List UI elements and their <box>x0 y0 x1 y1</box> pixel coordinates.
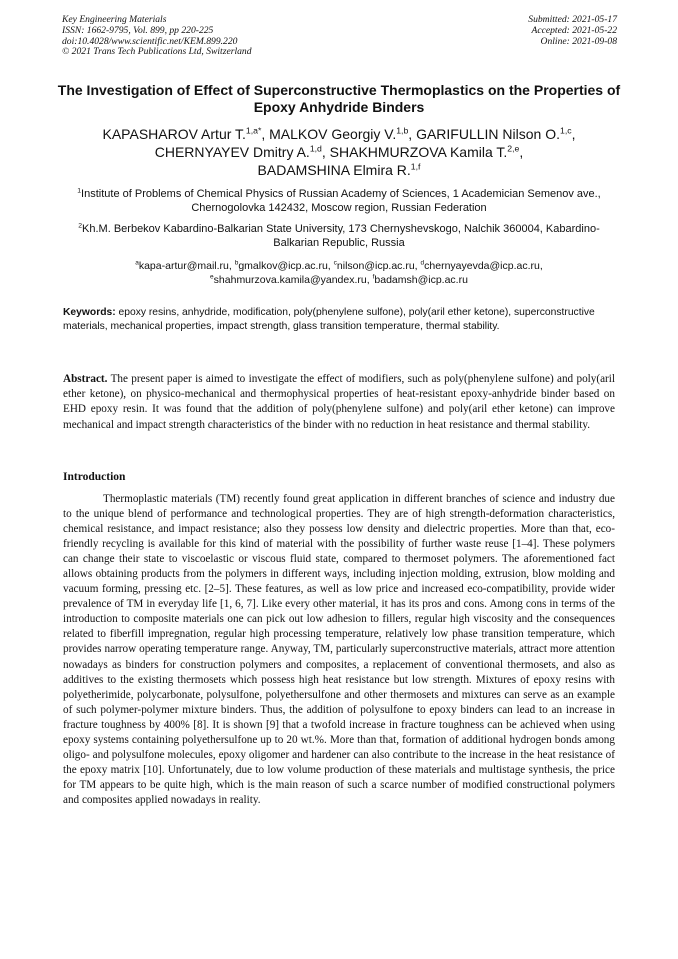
journal-doi: doi:10.4028/www.scientific.net/KEM.899.220 <box>62 35 238 47</box>
email[interactable]: $^c$nilson@icp.ac.ru <box>333 259 415 272</box>
date-online: Online: 2021-09-08 <box>540 35 617 47</box>
affiliation-1: $^1$Institute of Problems of Chemical Physics of Russian Academy of Sciences, 1 Academician Semenov ave., Chernogolovka 142432, Moscow region, Russian Federation <box>77 187 601 214</box>
author: SHAKHMURZOVA Kamila T.$^{2,e}$ <box>329 143 520 160</box>
affiliation-2: $^2$Kh.M. Berbekov Kabardino-Balkarian State University, 173 Chernyshevskogo, Nalchik 360004, Kabardino-Balkarian Republic, Russia <box>78 222 600 249</box>
author-emails: $^a$kapa-artur@mail.ru, $^b$gmalkov@icp.ac.ru, $^c$nilson@icp.ac.ru, $^d$chernyayevda@icp.ac.ru, $^e$shahmurzova.kamila@yandex.ru, $^f$badamsh@icp.ac.ru <box>135 259 543 286</box>
section-heading-introduction: Introduction <box>63 471 126 483</box>
author: BADAMSHINA Elmira R.$^{1,f}$ <box>257 161 421 178</box>
email[interactable]: $^b$gmalkov@icp.ac.ru <box>234 259 328 272</box>
abstract-label: Abstract. <box>63 373 108 385</box>
abstract <box>63 372 615 433</box>
author: CHERNYAYEV Dmitry A.$^{1,d}$ <box>154 143 322 160</box>
email[interactable]: $^a$kapa-artur@mail.ru <box>135 259 229 272</box>
keywords-text: epoxy resins, anhydride, modification, poly(phenylene sulfone), poly(aril ether ketone), superconstructive materials, mechanical properties, impact strength, glass transition temperature, thermal stability. <box>63 307 595 332</box>
author: KAPASHAROV Artur T.$^{1,a*}$ <box>102 125 262 142</box>
journal-issn: ISSN: 1662-9795, Vol. 899, pp 220-225 <box>62 24 214 36</box>
journal-info <box>62 15 252 58</box>
introduction-paragraph: Thermoplastic materials (TM) recently found great application in different branches of science and industry due to the unique blend of performance and technological properties. They are of high strength-deformation characteristics, chemical resistance, and impact resistance; also they possess low density and dielectric properties. More than that, eco-friendly recycling is available for this kind of material with the possibility of further waste reuse [1–4]. These polymers can change their state to viscoelastic or viscous fluid state, compared to thermoset polymers. The aforementioned fact allows obtaining products from the polymers in different ways, including injection molding, extrusion, blow molding and vacuum forming, pressing etc. [2–5]. These features, as well as low price and increased eco-compatibility, provide wider prevalence of TM in everyday life [1, 6, 7]. Like every other material, it has its pros and cons. Among cons in terms of the introduction to composite materials one can pick out low adhesion to fillers, regular high viscosity and the consequences related to fiberfill impregnation, regular high processing temperature, relatively low phase transition temperature, which provides narrow operating temperature range. Anyway, TM, particularly superconstructive materials, attract more attention nowadays as binders for construction polymers and composites, a replacement of conventional thermosets, and also as additives to the existing thermosets which possess high heat resistance but low strength. Mixtures of epoxy resins with polyetherimide, polycarbonate, polysulfone, polyethersulfone and other thermosets and mixtures can serve as an example of such polymer-polymer mixture binders. Thus, the addition of polysulfone to epoxy binders can lead to an increase in fracture toughness by 400% [8]. It is shown [9] that a twofold increase in fracture toughness can be achieved when using epoxy systems containing polyethersulfone up to 20 wt.%. More than that, formation of additional hydrogen bonds among oligo- and polysulfone molecules, epoxy oligomer and hardener can also contribute to the increase in the heat resistance of the epoxy matrix [10]. Unfortunately, due to low volume production of these materials and multistage synthesis, the price for TM appears to be quite high, which is the main reason of such a scarce number of modified constructional polymers and composites applied nowadays in reality. <box>63 493 615 806</box>
email[interactable]: $^e$shahmurzova.kamila@yandex.ru <box>210 273 367 286</box>
keywords-label: Keywords: <box>63 307 116 318</box>
journal-name: Key Engineering Materials <box>62 14 167 25</box>
email[interactable]: $^f$badamsh@icp.ac.ru <box>372 273 468 286</box>
date-accepted: Accepted: 2021-05-22 <box>531 24 617 36</box>
journal-copyright: © 2021 Trans Tech Publications Ltd, Switzerland <box>62 46 252 58</box>
author: GARIFULLIN Nilson O.$^{1,c}$ <box>416 125 572 142</box>
author: MALKOV Georgiy V.$^{1,b}$ <box>269 125 409 142</box>
author-list: KAPASHAROV Artur T.$^{1,a*}$, MALKOV Georgiy V.$^{1,b}$, GARIFULLIN Nilson O.$^{1,c}$, CHERNYAYEV Dmitry A.$^{1,d}$, SHAKHMURZOVA Kamila T.$^{2,e}$, BADAMSHINA Elmira R.$^{1,f}$ <box>102 125 576 178</box>
date-submitted: Submitted: 2021-05-17 <box>528 14 617 25</box>
publication-dates <box>528 15 617 47</box>
abstract-text: The present paper is aimed to investigate the effect of modifiers, such as poly(phenylene sulfone) and poly(aril ether ketone), on physico-mechanical and thermophysical properties of heat-resistant epoxy-anhydride binder based on EHD epoxy resin. It was found that the addition of poly(phenylene sulfone) and poly(aril ether ketone) can improve mechanical and impact strength characteristics of the binder with no reduction in heat resistance and thermal stability. <box>63 373 615 431</box>
email[interactable]: $^d$chernyayevda@icp.ac.ru <box>420 259 540 272</box>
paper-title: The Investigation of Effect of Superconstructive Thermoplastics on the Properties of Epoxy Anhydride Binders <box>57 82 621 115</box>
keywords <box>63 306 615 333</box>
